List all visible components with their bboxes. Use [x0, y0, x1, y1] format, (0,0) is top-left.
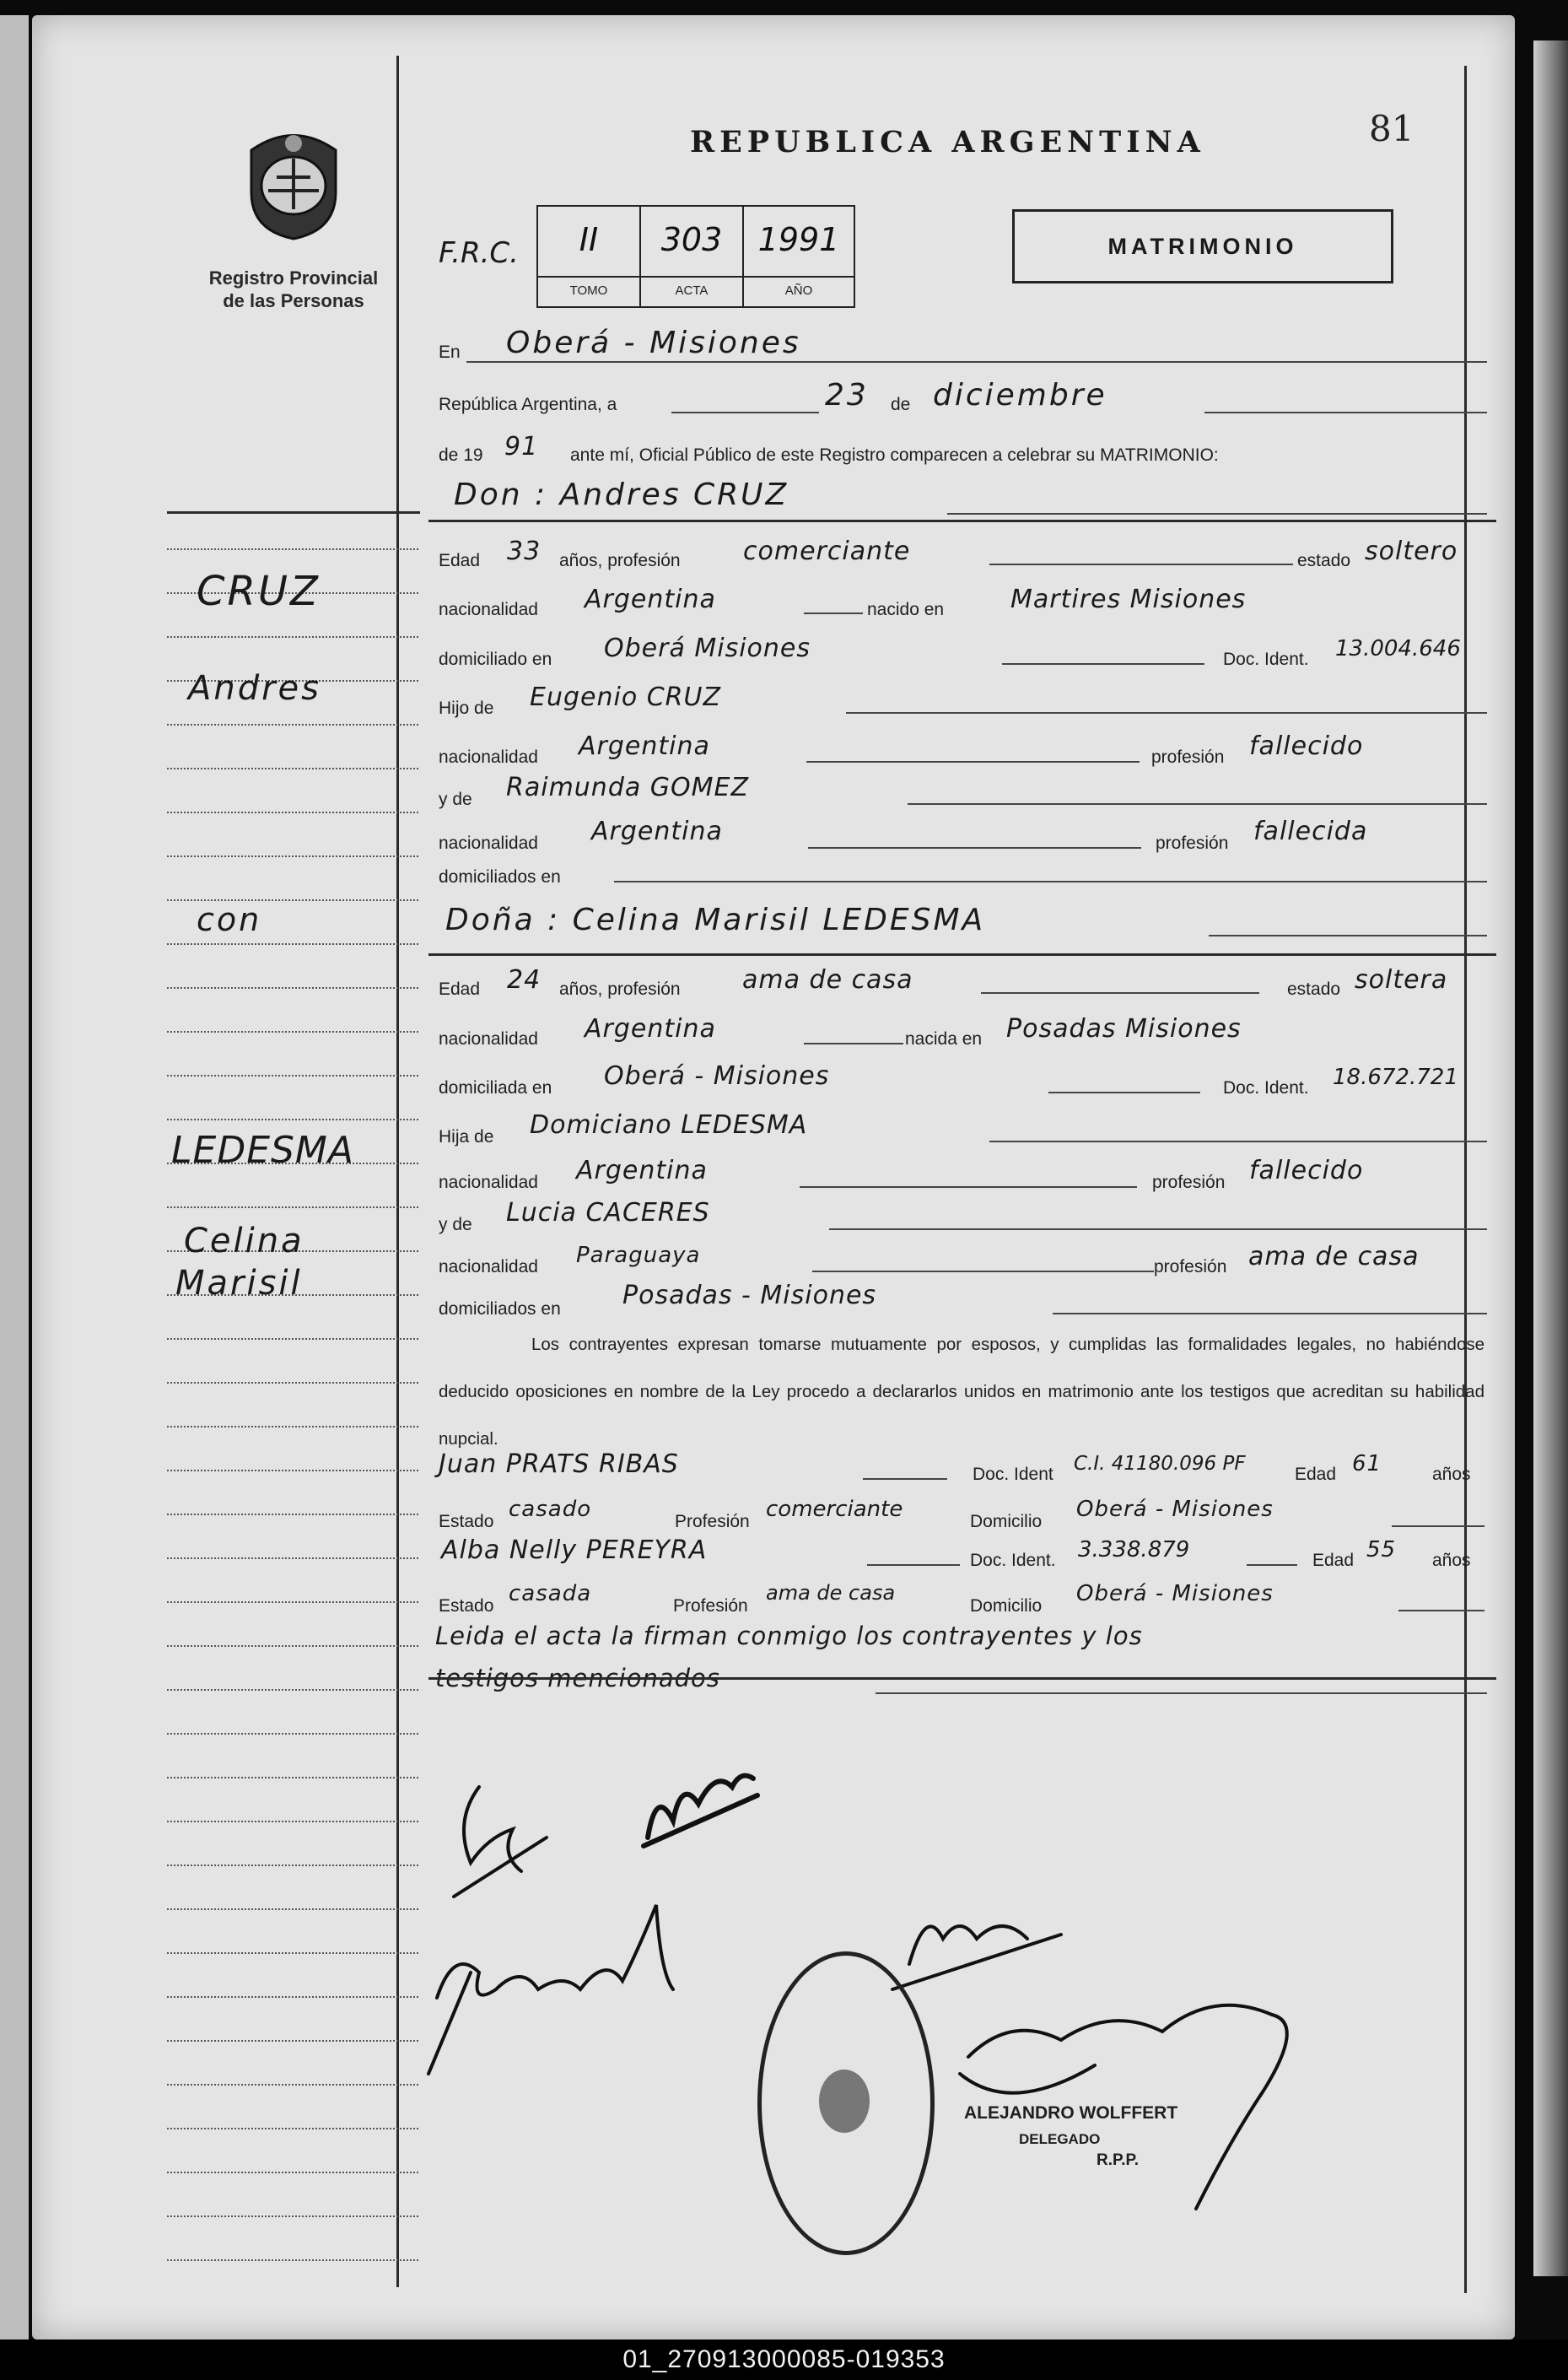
tomo-label: TOMO: [569, 283, 608, 298]
groom-separator: [428, 520, 1496, 522]
closing-separator: [428, 1677, 1496, 1680]
groom-dom-label: domiciliado en: [439, 650, 552, 669]
witness1-doc: C.I. 41180.096 PF: [1074, 1453, 1246, 1475]
ano-cell: [744, 207, 854, 306]
page-number: 81: [1369, 108, 1414, 149]
groom-nacido-label: nacido en: [867, 600, 945, 619]
sidebar-rule: [167, 1601, 418, 1603]
sidebar-rule: [167, 724, 418, 726]
country-heading: REPUBLICA ARGENTINA: [690, 125, 1205, 159]
witness2-edad-label: Edad: [1312, 1551, 1355, 1570]
book-edge: [1533, 40, 1568, 2276]
groom-doc: 13.004.646: [1335, 636, 1461, 661]
acta-label: ACTA: [675, 283, 709, 298]
sidebar-rule: [167, 2128, 418, 2129]
bride-estado-label: estado: [1287, 980, 1341, 999]
registry-line1: Registro Provincial: [208, 267, 379, 289]
bride-father-line: [989, 1141, 1487, 1142]
bride-separator: [428, 953, 1496, 956]
witness1-edad-label: Edad: [1295, 1465, 1337, 1484]
official-title: DELEGADO: [1019, 2131, 1101, 2147]
bride-nacida-label: nacida en: [905, 1029, 983, 1049]
sidebar-rule: [167, 1470, 418, 1471]
witness2-name: Alba Nelly PEREYRA: [441, 1535, 708, 1565]
de-label: de: [891, 395, 911, 414]
witness2-name-line: [867, 1564, 960, 1566]
witness1-dom-label: Domicilio: [970, 1512, 1043, 1531]
sidebar-rule: [167, 1031, 418, 1033]
frc-label: F.R.C.: [439, 236, 519, 270]
register-page: [32, 15, 1515, 2340]
bride-profesion: ama de casa: [742, 965, 913, 995]
groom-mother: Raimunda GOMEZ: [506, 773, 750, 802]
sidebar-rule: [167, 987, 418, 989]
groom-prof-line: [989, 564, 1293, 565]
bride-mother-nac-line: [812, 1271, 1154, 1272]
sidebar-rule: [167, 2259, 418, 2261]
bride-edad: 24: [507, 965, 542, 995]
sidebar-rule: [167, 1865, 418, 1866]
declaration-text: Los contrayentes expresan tomarse mutuamente por esposos, y cumplidas las formalidades legales, no habiéndose deducido oposiciones en nombre de la Ley procedo a declararlos unidos en matrimonio ante los testigos que acreditan su habilidad nupcial.: [439, 1335, 1484, 1449]
groom-nac-line: [804, 613, 863, 614]
month-value: diciembre: [933, 378, 1107, 413]
witness1-estado: casado: [509, 1497, 592, 1522]
sidebar-rule: [167, 1557, 418, 1559]
bride-dom-label: domiciliada en: [439, 1078, 552, 1098]
bride-dom-line: [1048, 1092, 1200, 1093]
closing-line1: Leida el acta la firman conmigo los contrayentes y los: [435, 1622, 1143, 1650]
witness1-profesion: comerciante: [766, 1497, 903, 1522]
sidebar-rule: [167, 943, 418, 945]
groom-father-nac-line: [806, 761, 1140, 763]
sidebar-surname2: LEDESMA: [171, 1129, 354, 1172]
groom-signature-icon: [454, 1787, 547, 1897]
witness2-anos-label: años: [1432, 1551, 1471, 1570]
ano-value: 1991: [744, 207, 854, 278]
bride-nac-label: nacionalidad: [439, 1029, 538, 1049]
bride-mother-prof: ama de casa: [1248, 1242, 1420, 1271]
place-line: [466, 361, 1487, 363]
sidebar-given1: Andres: [188, 669, 321, 708]
groom-domicilio: Oberá Misiones: [604, 634, 811, 663]
bride-mother-nac: Paraguaya: [576, 1243, 701, 1268]
sidebar-rule: [167, 1821, 418, 1822]
groom-father-label: Hijo de: [439, 699, 494, 718]
witness2-domicilio: Oberá - Misiones: [1076, 1581, 1274, 1606]
bride-parents-dom-label: domiciliados en: [439, 1299, 561, 1319]
sidebar-rule: [167, 1206, 418, 1208]
bride-nacionalidad: Argentina: [585, 1014, 716, 1044]
witness1-doc-label: Doc. Ident: [973, 1465, 1053, 1484]
sidebar-rule: [167, 855, 418, 857]
groom-father-prof: fallecido: [1249, 731, 1364, 761]
ante-text: ante mí, Oficial Público de este Registro comparecen a celebrar su MATRIMONIO:: [570, 445, 1219, 465]
witness2-estado: casada: [509, 1581, 592, 1606]
bride-mother-prof-label: profesión: [1154, 1257, 1227, 1276]
witness2-doc-label: Doc. Ident.: [970, 1551, 1056, 1570]
witness1-dom-line: [1392, 1525, 1484, 1527]
sidebar-con: con: [197, 901, 262, 938]
witness2-profesion: ama de casa: [766, 1581, 896, 1605]
groom-doc-label: Doc. Ident.: [1223, 650, 1309, 669]
record-id-box: [536, 205, 855, 308]
sidebar-rule: [167, 1426, 418, 1427]
bride-father-nac: Argentina: [576, 1156, 708, 1185]
witness1-domicilio: Oberá - Misiones: [1076, 1497, 1274, 1522]
sidebar-rule: [167, 2172, 418, 2173]
sidebar-rule: [167, 1996, 418, 1998]
image-id-footer: 01_270913000085-019353: [0, 2340, 1568, 2380]
acta-value: 303: [641, 207, 742, 278]
witness2-estado-label: Estado: [439, 1596, 494, 1616]
groom-mother-line: [908, 803, 1487, 805]
groom-mother-prof-label: profesión: [1156, 834, 1229, 853]
sidebar-surname1: CRUZ: [197, 568, 321, 615]
sidebar-given2b: Marisil: [175, 1264, 303, 1303]
sidebar-rule: [167, 548, 418, 550]
registry-name: [167, 267, 420, 312]
sidebar-rule: [167, 1514, 418, 1515]
tomo-cell: [538, 207, 641, 306]
sidebar-rule: [167, 1382, 418, 1384]
witness1-prof-label: Profesión: [675, 1512, 750, 1531]
year-prefix: de 19: [439, 445, 483, 465]
groom-nac-label: nacionalidad: [439, 600, 538, 619]
bride-nac-line: [804, 1043, 903, 1044]
bride-prof-line: [981, 992, 1259, 994]
record-type-box: MATRIMONIO: [1012, 209, 1393, 283]
sidebar-given2a: Celina: [184, 1222, 304, 1260]
bride-father-nac-label: nacionalidad: [439, 1173, 538, 1192]
witness1-signature-icon: [428, 1905, 673, 2074]
sidebar-rule: [167, 1689, 418, 1691]
sidebar-rule: [167, 1075, 418, 1077]
date-lead-line: [671, 412, 819, 413]
groom-profesion-label: años, profesión: [559, 551, 681, 570]
official-org: R.P.P.: [1097, 2151, 1140, 2169]
witness2-dom-line: [1398, 1610, 1484, 1611]
groom-father-nac: Argentina: [579, 731, 710, 761]
bride-doc-label: Doc. Ident.: [1223, 1078, 1309, 1098]
groom-father-nac-label: nacionalidad: [439, 747, 538, 767]
groom-father-line: [846, 712, 1487, 714]
witness2-doc: 3.338.879: [1078, 1537, 1190, 1562]
groom-mother-nac-label: nacionalidad: [439, 834, 538, 853]
en-label: En: [439, 343, 461, 362]
groom-parents-dom-label: domiciliados en: [439, 867, 561, 887]
groom-title: Don : Andres CRUZ: [454, 478, 789, 512]
sidebar-rule: [167, 1645, 418, 1647]
bride-father-nac-line: [800, 1186, 1137, 1188]
sidebar-top-rule: [167, 511, 420, 514]
groom-mother-label: y de: [439, 790, 472, 809]
groom-nacionalidad: Argentina: [585, 585, 716, 614]
place-value: Oberá - Misiones: [506, 326, 801, 360]
sidebar-rule: [167, 1952, 418, 1954]
groom-dom-line: [1002, 663, 1204, 665]
bride-profesion-label: años, profesión: [559, 980, 681, 999]
republica-label: República Argentina, a: [439, 395, 617, 414]
witness1-name: Juan PRATS RIBAS: [439, 1449, 679, 1479]
day-value: 23: [825, 378, 869, 413]
sidebar-rule: [167, 1119, 418, 1120]
sidebar-rule: [167, 636, 418, 638]
groom-estado-label: estado: [1297, 551, 1351, 570]
bride-parents-dom: Posadas - Misiones: [622, 1281, 877, 1310]
witness1-anos-label: años: [1432, 1465, 1471, 1484]
groom-title-line: [947, 513, 1487, 515]
bride-parents-dom-line: [1053, 1313, 1487, 1314]
closing-line2: testigos mencionados: [435, 1664, 720, 1692]
groom-profesion: comerciante: [743, 537, 911, 566]
witness1-name-line: [863, 1478, 947, 1480]
bride-estado: soltera: [1355, 965, 1448, 995]
date-trail-line: [1204, 412, 1487, 413]
bride-father-prof: fallecido: [1249, 1156, 1364, 1185]
bride-title-line: [1209, 935, 1487, 936]
sidebar-rule: [167, 1908, 418, 1910]
bride-signature-icon: [644, 1776, 757, 1846]
groom-edad: 33: [507, 537, 542, 566]
groom-nacido: Martires Misiones: [1010, 585, 1247, 614]
witness1-estado-label: Estado: [439, 1512, 494, 1531]
groom-mother-prof: fallecida: [1253, 817, 1368, 846]
witness2-prof-label: Profesión: [673, 1596, 748, 1616]
coat-of-arms-icon: [234, 125, 353, 243]
bride-title: Doña : Celina Marisil LEDESMA: [445, 903, 986, 937]
right-margin-rule: [1464, 66, 1467, 2293]
witness1-edad: 61: [1352, 1451, 1382, 1476]
groom-father: Eugenio CRUZ: [530, 683, 722, 712]
groom-mother-nac-line: [808, 847, 1141, 849]
sidebar-rule: [167, 768, 418, 769]
sidebar-rule: [167, 1777, 418, 1778]
groom-edad-label: Edad: [439, 551, 481, 570]
official-name: ALEJANDRO WOLFFERT: [964, 2103, 1178, 2123]
bride-father: Domiciano LEDESMA: [530, 1110, 808, 1140]
bride-domicilio: Oberá - Misiones: [604, 1061, 830, 1091]
groom-mother-nac: Argentina: [591, 817, 723, 846]
bride-edad-label: Edad: [439, 980, 481, 999]
witness2-doc-line: [1247, 1564, 1297, 1566]
bride-mother-label: y de: [439, 1215, 472, 1234]
sidebar-rule: [167, 2084, 418, 2086]
bride-mother-line: [829, 1228, 1487, 1230]
witness2-edad: 55: [1366, 1537, 1397, 1562]
sidebar-rule: [167, 2215, 418, 2217]
year-suffix: 91: [504, 432, 539, 461]
groom-parents-dom-line: [614, 881, 1487, 882]
witness2-dom-label: Domicilio: [970, 1596, 1043, 1616]
acta-cell: [641, 207, 744, 306]
bride-mother-nac-label: nacionalidad: [439, 1257, 538, 1276]
sidebar-rule: [167, 812, 418, 813]
signatures-drawing: [420, 1736, 1449, 2276]
groom-father-prof-label: profesión: [1151, 747, 1225, 767]
bride-father-prof-label: profesión: [1152, 1173, 1226, 1192]
bride-doc: 18.672.721: [1333, 1065, 1458, 1090]
sidebar-rule: [167, 1338, 418, 1340]
bride-mother: Lucia CACERES: [506, 1198, 710, 1228]
registry-line2: de las Personas: [223, 290, 364, 311]
bride-nacida: Posadas Misiones: [1006, 1014, 1242, 1044]
ano-label: AÑO: [784, 283, 813, 298]
groom-estado: soltero: [1365, 537, 1458, 566]
tomo-value: II: [538, 207, 639, 278]
sidebar-rule: [167, 1733, 418, 1735]
bride-father-label: Hija de: [439, 1127, 494, 1147]
official-seal: [757, 1951, 935, 2255]
witness2-signature-icon: [892, 1926, 1061, 1989]
sidebar-rule: [167, 2040, 418, 2042]
closing-line: [876, 1692, 1487, 1694]
